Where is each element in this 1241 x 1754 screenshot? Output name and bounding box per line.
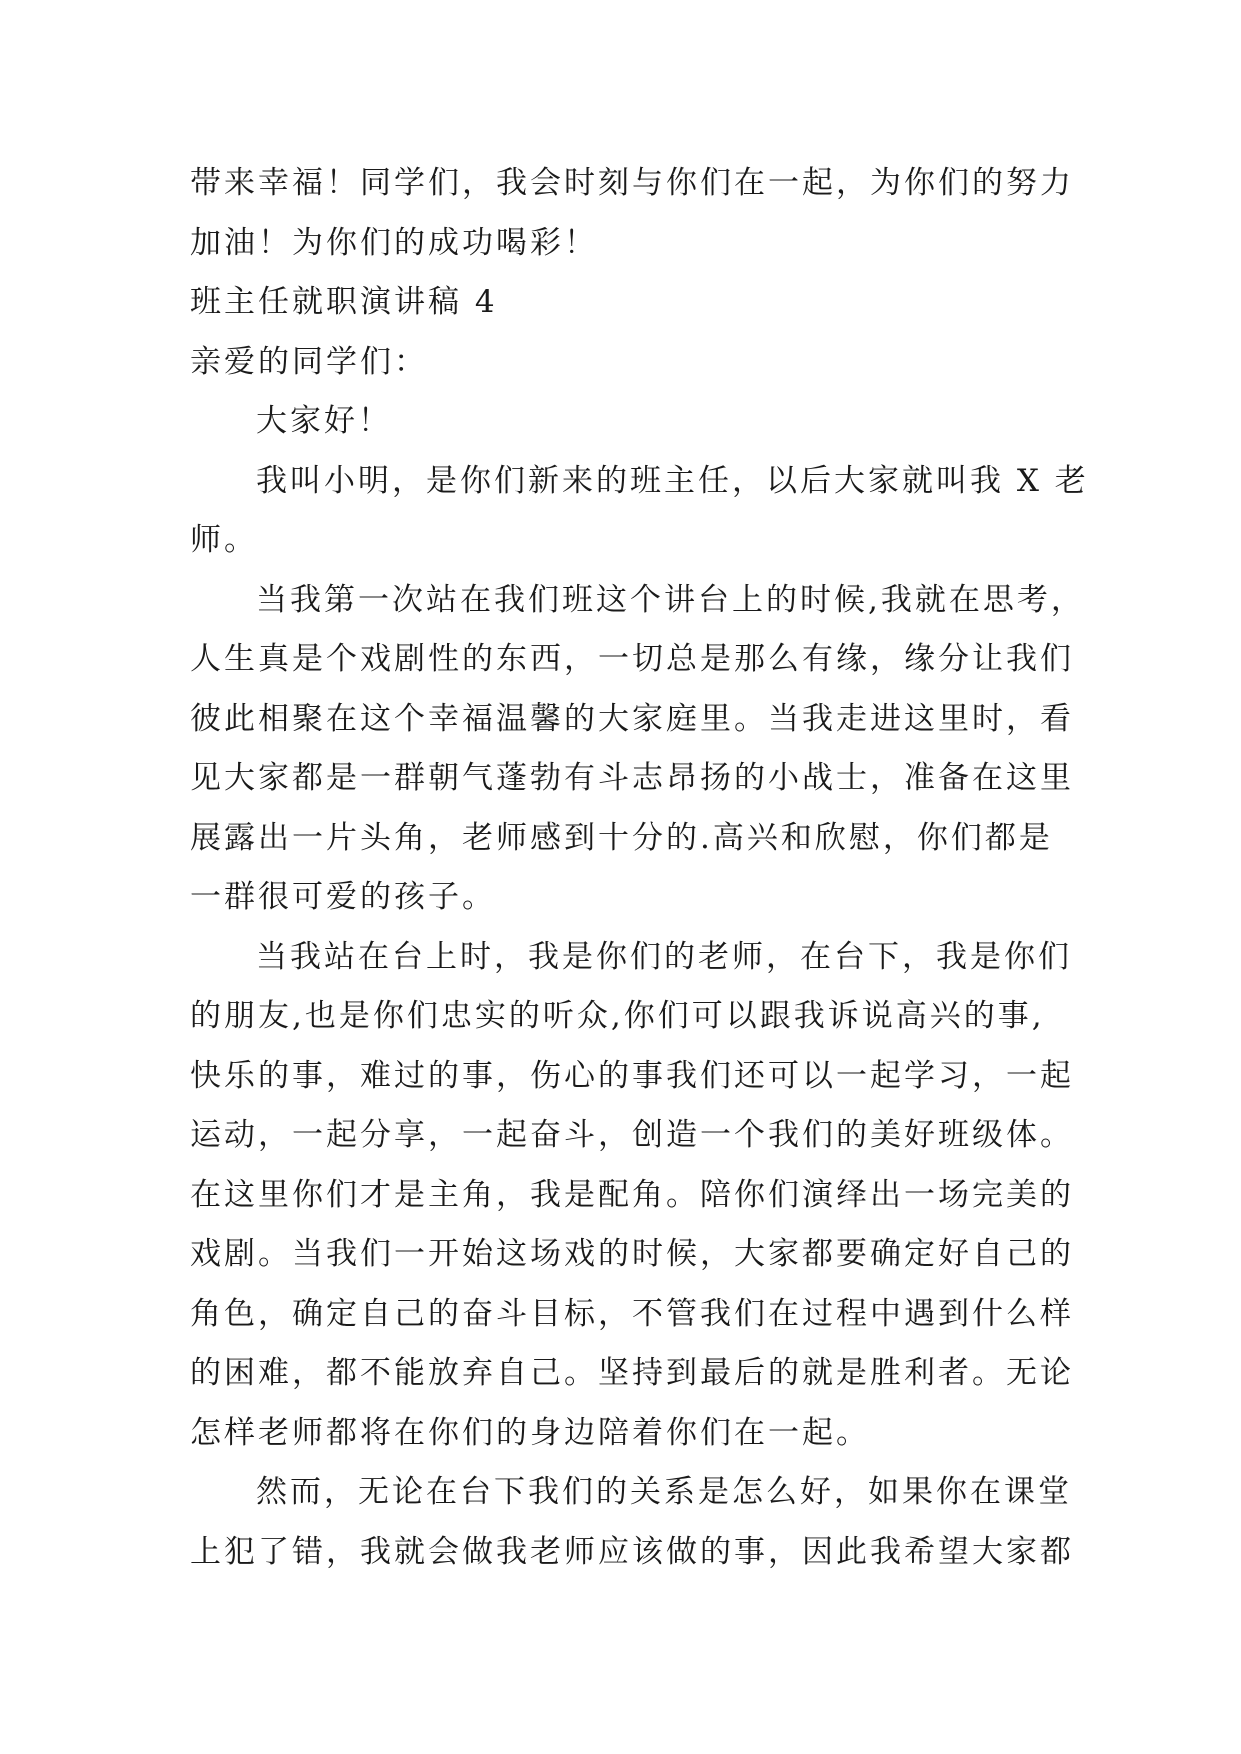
text-line: 在这里你们才是主角，我是配角。陪你们演绎出一场完美的: [190, 1176, 1074, 1213]
text-line: 师。: [190, 522, 258, 558]
text-line: 怎样老师都将在你们的身边陪着你们在一起。: [190, 1414, 870, 1451]
text-line: 人生真是个戏剧性的东西，一切总是那么有缘，缘分让我们: [190, 641, 1074, 677]
text-line: 运动，一起分享，一起奋斗，创造一个我们的美好班级体。: [190, 1117, 1074, 1153]
text-line: 快乐的事，难过的事，伤心的事我们还可以一起学习，一起: [190, 1057, 1074, 1094]
text-line: 我叫小明，是你们新来的班主任，以后大家就叫我 X 老: [256, 462, 1089, 499]
text-line: 角色，确定自己的奋斗目标，不管我们在过程中遇到什么样: [190, 1295, 1074, 1332]
salutation: 亲爱的同学们：: [190, 343, 428, 380]
document-body: [190, 154, 1089, 1582]
text-line: 戏剧。当我们一开始这场戏的时候，大家都要确定好自己的: [190, 1236, 1074, 1272]
text-line: 彼此相聚在这个幸福温馨的大家庭里。当我走进这里时，看: [190, 700, 1074, 737]
text-line: 当我站在台上时，我是你们的老师，在台下，我是你们: [256, 938, 1072, 975]
section-title: 班主任就职演讲稿 4: [190, 284, 498, 320]
text-line: 带来幸福！同学们，我会时刻与你们在一起，为你们的努力: [190, 165, 1074, 201]
text-line: 的朋友,也是你们忠实的听众,你们可以跟我诉说高兴的事,: [190, 998, 1045, 1034]
text-line: 见大家都是一群朝气蓬勃有斗志昂扬的小战士，准备在这里: [190, 760, 1074, 796]
greeting: 大家好！: [256, 403, 392, 439]
text-line: 当我第一次站在我们班这个讲台上的时候,我就在思考，: [256, 581, 1085, 618]
text-line: 加油！为你们的成功喝彩！: [190, 224, 598, 261]
text-line: 上犯了错，我就会做我老师应该做的事，因此我希望大家都: [190, 1533, 1074, 1570]
text-line: 的困难，都不能放弃自己。坚持到最后的就是胜利者。无论: [190, 1355, 1074, 1391]
text-line: 然而，无论在台下我们的关系是怎么好，如果你在课堂: [256, 1474, 1072, 1510]
text-line: 一群很可爱的孩子。: [190, 879, 496, 915]
text-line: 展露出一片头角，老师感到十分的.高兴和欣慰，你们都是: [190, 819, 1053, 856]
